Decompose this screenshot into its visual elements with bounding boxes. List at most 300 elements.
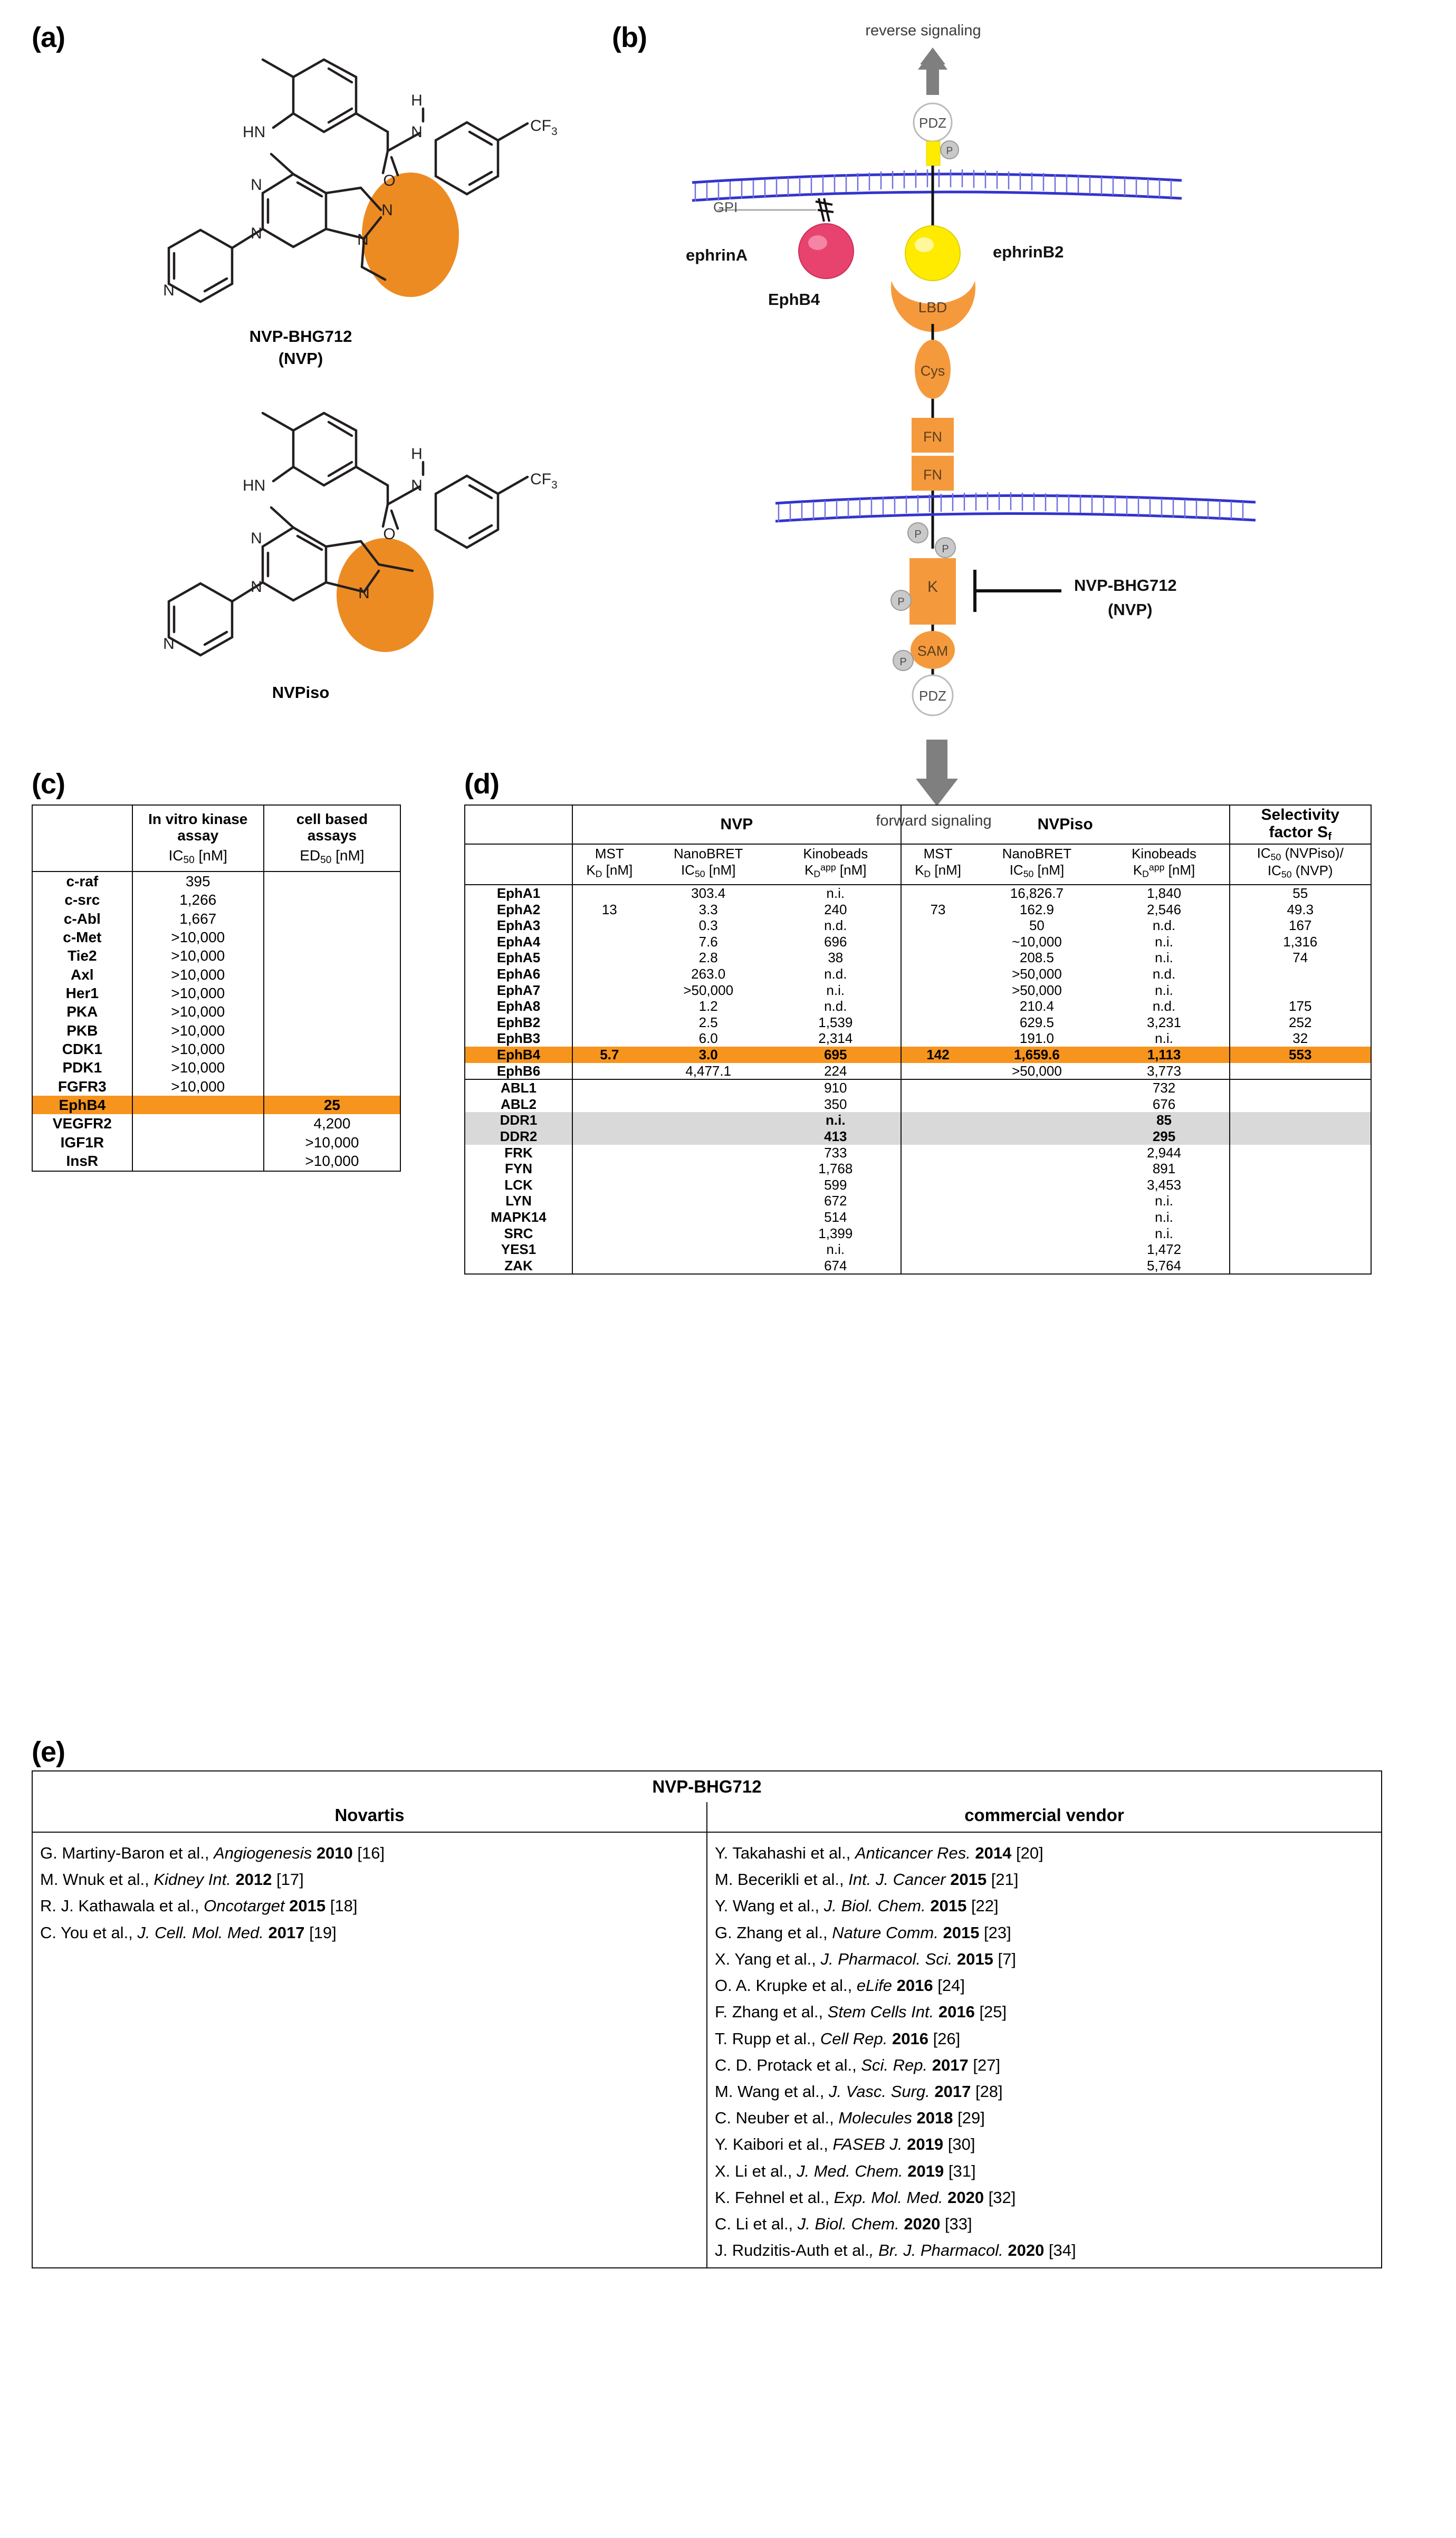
nvpiso-mst-value [901,998,975,1014]
reference-number: [29] [953,2109,985,2128]
reference-number: [16] [352,1844,385,1862]
nvp-mst-value [572,934,646,950]
reference-number: [22] [966,1897,999,1916]
nvpiso-kinobeads-value: n.d. [1152,917,1176,934]
reference-number: [31] [944,2161,976,2180]
reference-journal: J. Biol. Chem. [797,2215,904,2234]
svg-text:P: P [897,596,905,608]
svg-text:FN: FN [923,429,942,445]
nvpiso-mst-value [901,917,975,934]
kdapp-unit: $K_D^{app}$ [nM] [804,861,867,879]
selectivity-value [1230,1063,1372,1080]
inhibitor-bar [975,570,1061,612]
nvpiso-kinobeads-value: 85 [1099,1112,1230,1128]
nvpiso-kinobeads-value: 3,231 [1146,1014,1182,1030]
kinase-name: InsR [66,1153,99,1170]
kinase-name: EphA7 [496,982,541,998]
reference-number: [23] [979,1923,1011,1942]
nvpiso-mst-value [901,1145,975,1161]
table-row [32,1114,400,1133]
reference-entry [715,1972,1374,1999]
reference-authors: F. Zhang et al., [715,2003,828,2022]
sel-formula-line1: $IC_{50}$ (NVPiso)/ [1257,845,1344,862]
atom-label-h: H [411,92,423,109]
ed50-value [264,871,400,890]
table-row [465,998,1371,1014]
svg-text:LBD: LBD [918,299,947,315]
selectivity-group-header [1230,805,1372,844]
hdr-line1: In vitro kinase [148,811,248,827]
ic50-value: >10,000 [132,946,264,965]
nvp-mst-value [572,1112,646,1128]
selectivity-formula-header [1230,844,1372,885]
kinase-name: EphB6 [465,1063,572,1080]
nvpiso-nanobret-value [974,1161,1099,1177]
nvpiso-nanobret-value: 191.0 [1019,1030,1054,1047]
table-row [32,890,400,909]
nvpiso-mst-value: 142 [901,1047,975,1063]
nvp-bhg712-structure [47,32,586,327]
selectivity-value [1230,1112,1372,1128]
blank-corner-2 [465,844,572,885]
nvpiso-mst-value [901,1030,975,1047]
reference-authors: X. Li et al., [715,2161,797,2180]
ed50-value [264,1002,400,1021]
table-row [465,1014,1371,1031]
selectivity-value [1230,1258,1372,1275]
nvp-nanobret-header [646,844,771,885]
nvpiso-nanobret-value: 210.4 [1019,998,1054,1014]
nvp-kinobeads-value: 1,399 [818,1225,853,1241]
nvp-nanobret-value: 3.3 [698,901,718,917]
nvp-mst-value [572,1193,646,1209]
nvp-nanobret-value [646,1161,771,1177]
table-header-row [32,805,400,871]
molecule-1-name: NVP-BHG712 [249,327,352,346]
kinase-name: VEGFR2 [52,1115,112,1132]
nvpiso-nanobret-value [974,1241,1099,1258]
nvpiso-mst-value [901,1079,975,1096]
ic50-value: >10,000 [132,1058,264,1077]
mst-label-iso: MST [923,845,953,861]
ic50-value: >10,000 [132,1040,264,1058]
reference-year: 2017 [934,2082,971,2101]
kinase-name: CDK1 [62,1041,102,1058]
table-row [32,1096,400,1114]
atom-label-n-pyrazole-2: N [357,231,369,248]
reference-number: [26] [928,2029,961,2048]
nvp-kinobeads-value: n.d. [824,966,847,982]
reference-entry [715,2185,1374,2211]
kinase-name: c-raf [66,873,99,889]
panel-b-letter: (b) [612,22,647,53]
ic50-value: >10,000 [132,1077,264,1096]
table-row [32,965,400,984]
nvpiso-nanobret-value [974,1177,1099,1193]
reference-entry [715,2237,1374,2264]
kinase-name: LYN [505,1193,532,1209]
reference-number: [7] [993,1949,1016,1968]
table-row [32,984,400,1002]
nvpiso-mst-value [901,1193,975,1209]
nvp-kinobeads-value: 2,314 [818,1030,853,1047]
molecule-2-name: NVPiso [272,683,330,702]
reference-authors: J. Rudzitis-Auth et al. [715,2241,869,2260]
ic50-value: 1,667 [132,909,264,928]
reference-authors: C. You et al., [40,1923,138,1942]
table-row [32,1040,400,1058]
nvp-kinobeads-value: 224 [771,1063,901,1080]
kinase-name: EphA8 [496,998,541,1014]
kinase-name: EphA2 [496,901,541,917]
nvpiso-kinobeads-value: 732 [1152,1080,1176,1096]
kinase-name: FRK [504,1144,533,1161]
nvpiso-mst-value [901,1177,975,1193]
nvpiso-mst-value [901,1241,975,1258]
selectivity-value: 1,316 [1230,934,1372,950]
ed50-value [264,946,400,965]
reference-journal: Kidney Int. [154,1870,236,1889]
reference-year: 2020 [947,2188,984,2207]
ed50-value: 4,200 [264,1114,400,1133]
nvp-mst-value [572,1177,646,1193]
nvp-nanobret-value: 7.6 [698,933,718,950]
panel-d-table [464,805,1372,1275]
panel-e-references-table [32,1736,1403,2268]
table-row [465,1177,1371,1193]
nvpiso-kinobeads-value: 295 [1099,1128,1230,1145]
reference-year: 2016 [938,2003,975,2022]
nvp-mst-value [572,1030,646,1047]
table-row [465,885,1371,902]
kinase-name: ZAK [504,1257,533,1273]
nvpiso-kinobeads-value: 2,944 [1146,1144,1182,1161]
vendor-column-header: commercial vendor [707,1802,1382,1832]
mst-label: MST [595,845,624,861]
reference-journal: Oncotarget [204,1897,290,1916]
atom-label-hn-iso: HN [243,477,266,494]
reference-journal: , Br. J. Pharmacol. [869,2241,1008,2260]
inhibitor-name-label: NVP-BHG712 [1074,576,1177,595]
nvpiso-nanobret-value: 1,659.6 [974,1047,1099,1063]
atom-label-n-pyrimidine-2: N [251,225,262,242]
table-row [32,1152,400,1171]
kd-unit: $K_D$ [nM] [586,861,633,879]
reference-journal: J. Pharmacol. Sci. [820,1949,957,1968]
table-row [465,1258,1371,1275]
table-row [465,1145,1371,1161]
nvpiso-nanobret-value [974,1096,1099,1113]
nvp-mst-header [572,844,646,885]
selectivity-value [1230,1225,1372,1242]
nvp-nanobret-value: 2.8 [698,950,718,966]
table-row [465,950,1371,966]
nvp-group-header: NVP [572,805,901,844]
reference-entry [40,1866,699,1893]
vendor-reference-list [707,1832,1382,2268]
selectivity-value: 32 [1230,1030,1372,1047]
reference-authors: G. Martiny-Baron et al., [40,1844,214,1862]
nvp-kinobeads-value: n.d. [824,917,847,934]
forward-signaling-label: forward signaling [876,812,992,829]
nvp-nanobret-value [646,1128,771,1145]
nvpiso-kinobeads-value: 3,773 [1099,1063,1230,1080]
ephrina-label: ephrinA [686,246,748,264]
reference-authors: T. Rupp et al., [715,2029,820,2048]
kinase-name: EphA4 [496,933,541,950]
nvp-kinobeads-value: 733 [824,1144,847,1161]
nvp-mst-value [572,1096,646,1113]
nvp-kinobeads-value: 240 [824,901,847,917]
reference-number: [24] [933,1976,965,1995]
nvp-mst-value [572,1063,646,1080]
table-row [465,1128,1371,1145]
nvpiso-kinobeads-value: n.i. [1155,1193,1173,1209]
nvp-nanobret-value [646,1096,771,1113]
reference-entry [715,2026,1374,2052]
selectivity-value [1230,1209,1372,1225]
nvp-kinobeads-value: 1,768 [818,1161,853,1177]
ed50-value [264,965,400,984]
table-row [32,1058,400,1077]
table-row [465,1079,1371,1096]
membrane-top [692,169,1182,202]
kinase-name: FGFR3 [58,1078,107,1095]
reference-journal: Exp. Mol. Med. [834,2188,948,2207]
atom-label-cf3-iso: $CF_3$ [530,471,558,491]
nvp-nanobret-value: 2.5 [698,1014,718,1030]
nvpiso-kinobeads-value: 5,764 [1146,1257,1182,1273]
reference-journal: FASEB J. [832,2135,907,2154]
nvpiso-kinobeads-value: n.d. [1152,966,1176,982]
kinase-name: c-Met [63,928,102,945]
reference-year: 2014 [975,1844,1012,1862]
ed50-value [264,1077,400,1096]
nvpiso-mst-value [901,885,975,902]
hdr2-line2: assays [307,827,357,844]
nvp-mst-value: 13 [572,902,646,918]
ic50-unit-iso: $IC_{50}$ [nM] [1009,861,1065,879]
reference-entry [715,1893,1374,1919]
kinase-name: EphA6 [496,966,541,982]
nvpiso-mst-value [901,1225,975,1242]
nvpiso-nanobret-value [974,1145,1099,1161]
panel-d-letter: (d) [464,768,499,800]
atom-label-n-pyridine: N [163,282,175,299]
nvp-mst-value [572,950,646,966]
kinase-name: EphA3 [496,917,541,934]
table-row [465,1112,1371,1128]
selectivity-value [1230,1079,1372,1096]
table-row [465,1161,1371,1177]
kinase-name: ABL2 [501,1096,537,1112]
nvp-kinobeads-value: 350 [824,1096,847,1112]
nvpiso-kinobeads-value: 3,453 [1146,1176,1182,1193]
kinase-name: EphA5 [496,950,541,966]
svg-text:P: P [942,543,949,555]
nvpiso-nanobret-value: 629.5 [1019,1014,1054,1030]
kinase-name: ABL1 [501,1080,537,1096]
nvpiso-kinobeads-value: 1,113 [1099,1047,1230,1063]
reference-journal: Nature Comm. [832,1923,943,1942]
in-vitro-kinase-assay-header [132,805,264,871]
nanobret-label: NanoBRET [673,845,743,861]
nvp-mst-value [572,1161,646,1177]
nvp-nanobret-value: 1.2 [698,998,718,1014]
ephrina-ligand [799,224,854,279]
reference-number: [18] [325,1897,358,1916]
nanobret-label-iso: NanoBRET [1002,845,1072,861]
ephb4-label: EphB4 [768,290,820,309]
nvp-mst-value [572,966,646,982]
kinase-name: FYN [505,1161,532,1177]
reference-year: 2018 [916,2109,953,2128]
panel-c-letter: (c) [32,768,65,800]
ic50-value: >10,000 [132,965,264,984]
selectivity-value [1230,1177,1372,1193]
nvp-nanobret-value [646,1193,771,1209]
nvpiso-nanobret-value: >50,000 [974,1063,1099,1080]
ed50-value: >10,000 [264,1152,400,1171]
reference-number: [20] [1011,1844,1043,1862]
selectivity-value [1230,966,1372,982]
ic50-value: >10,000 [132,1002,264,1021]
svg-text:K: K [927,578,938,596]
reference-authors: O. A. Krupke et al., [715,1976,857,1995]
nvp-mst-value [572,1145,646,1161]
nvp-nanobret-value: 263.0 [691,966,726,982]
atom-label-o: O [383,172,396,189]
reference-entry [715,2105,1374,2131]
atom-label-h-iso: H [411,445,423,463]
ed50-value: 25 [264,1096,400,1114]
selectivity-value: 167 [1230,917,1372,934]
reference-year: 2015 [289,1897,326,1916]
reference-year: 2015 [930,1897,967,1916]
reference-authors: G. Zhang et al., [715,1923,832,1942]
ic50-value [132,1114,264,1133]
kinase-name: PKB [66,1022,98,1039]
table-row [32,1021,400,1040]
nvpiso-mst-value [901,982,975,999]
reference-journal: Cell Rep. [820,2029,892,2048]
nvpiso-kinobeads-value: n.i. [1155,1225,1173,1241]
nvpiso-nanobret-value: 162.9 [1019,901,1054,917]
reference-authors: Y. Wang et al., [715,1897,824,1916]
nvpiso-mst-value [901,1258,975,1275]
ic50-value [132,1096,264,1114]
svg-text:SAM: SAM [917,643,949,659]
nvpiso-nanobret-header [974,844,1099,885]
panel-e-letter: (e) [32,1736,65,1768]
selectivity-line1: Selectivity [1261,806,1339,823]
table-row [465,1209,1371,1225]
nvpiso-mst-value [901,1096,975,1113]
svg-text:P: P [946,146,953,157]
nvpiso-kinobeads-value: 1,840 [1146,885,1182,902]
kinase-name: YES1 [501,1241,537,1258]
reference-year: 2020 [904,2215,941,2234]
reference-authors: Y. Takahashi et al., [715,1844,855,1862]
nvp-nanobret-value [646,1209,771,1225]
nvp-kinobeads-header [771,844,901,885]
atom-label-n-amide-iso: N [411,477,423,494]
nvpiso-nanobret-value [974,1128,1099,1145]
blank-header [32,805,132,871]
reference-journal: Anticancer Res. [855,1844,975,1862]
nvpiso-nanobret-value: ~10,000 [1012,933,1062,950]
nvpiso-mst-value [901,934,975,950]
table-row [32,928,400,946]
kinase-name: LCK [504,1176,533,1193]
reference-authors: K. Fehnel et al., [715,2188,834,2207]
svg-text:FN: FN [923,467,942,483]
atom-label-n-pyrazole-2-iso: N [358,585,370,602]
ephrinb2-ligand [905,226,960,281]
nvp-nanobret-value: 0.3 [698,917,718,934]
reference-entry [715,2052,1374,2079]
reference-journal: Stem Cells Int. [827,2003,938,2022]
selectivity-value [1230,1193,1372,1209]
ed50-value [264,928,400,946]
sel-formula-line2: $IC_{50}$ (NVP) [1267,862,1333,880]
kinase-name: EphB3 [496,1030,541,1047]
nvp-kinobeads-value: 1,539 [818,1014,853,1030]
nvpiso-nanobret-value [974,1112,1099,1128]
kinobeads-label: Kinobeads [803,845,868,861]
nvpiso-group-header: NVPiso [901,805,1230,844]
nvp-mst-value: 5.7 [572,1047,646,1063]
nvpiso-kinobeads-value: n.i. [1155,1209,1173,1225]
nvp-mst-value [572,885,646,902]
kinobeads-label-iso: Kinobeads [1132,845,1196,861]
nvpiso-mst-value [901,1063,975,1080]
selectivity-value [1230,1241,1372,1258]
selectivity-value [1230,1161,1372,1177]
references-table [32,1770,1382,2268]
reference-entry [715,2211,1374,2237]
atom-label-n-pyridine-iso: N [163,635,175,653]
svg-text:PDZ: PDZ [919,115,946,131]
atom-label-cf3: $CF_3$ [530,117,558,138]
nvp-mst-value [572,1128,646,1145]
reference-authors: C. D. Protack et al., [715,2055,861,2074]
atom-label-n-pyrazole-1: N [381,202,393,219]
reference-entry [715,1866,1374,1893]
svg-text:P: P [914,529,922,540]
panel-c-table [32,805,401,1172]
nvp-nanobret-value [646,1225,771,1242]
table-row [465,1241,1371,1258]
nvpiso-kinobeads-value: 2,546 [1146,901,1182,917]
nvpiso-mst-value [901,1161,975,1177]
table-row [32,871,400,890]
kinase-name: EphB4 [32,1096,132,1114]
atom-label-hn: HN [243,123,266,141]
table-row [465,917,1371,934]
kinase-name: Tie2 [68,947,97,964]
nvpiso-nanobret-value [974,1193,1099,1209]
ic50-value: >10,000 [132,1021,264,1040]
nvpiso-kinobeads-value: 891 [1152,1161,1176,1177]
reference-number: [25] [974,2003,1007,2022]
nvp-mst-value [572,1014,646,1031]
nvpiso-kinobeads-value: n.i. [1155,1030,1173,1047]
ed50-value [264,909,400,928]
reference-entry [715,2079,1374,2105]
nvp-mst-value [572,1258,646,1275]
nvpiso-kinobeads-value: n.i. [1155,933,1173,950]
